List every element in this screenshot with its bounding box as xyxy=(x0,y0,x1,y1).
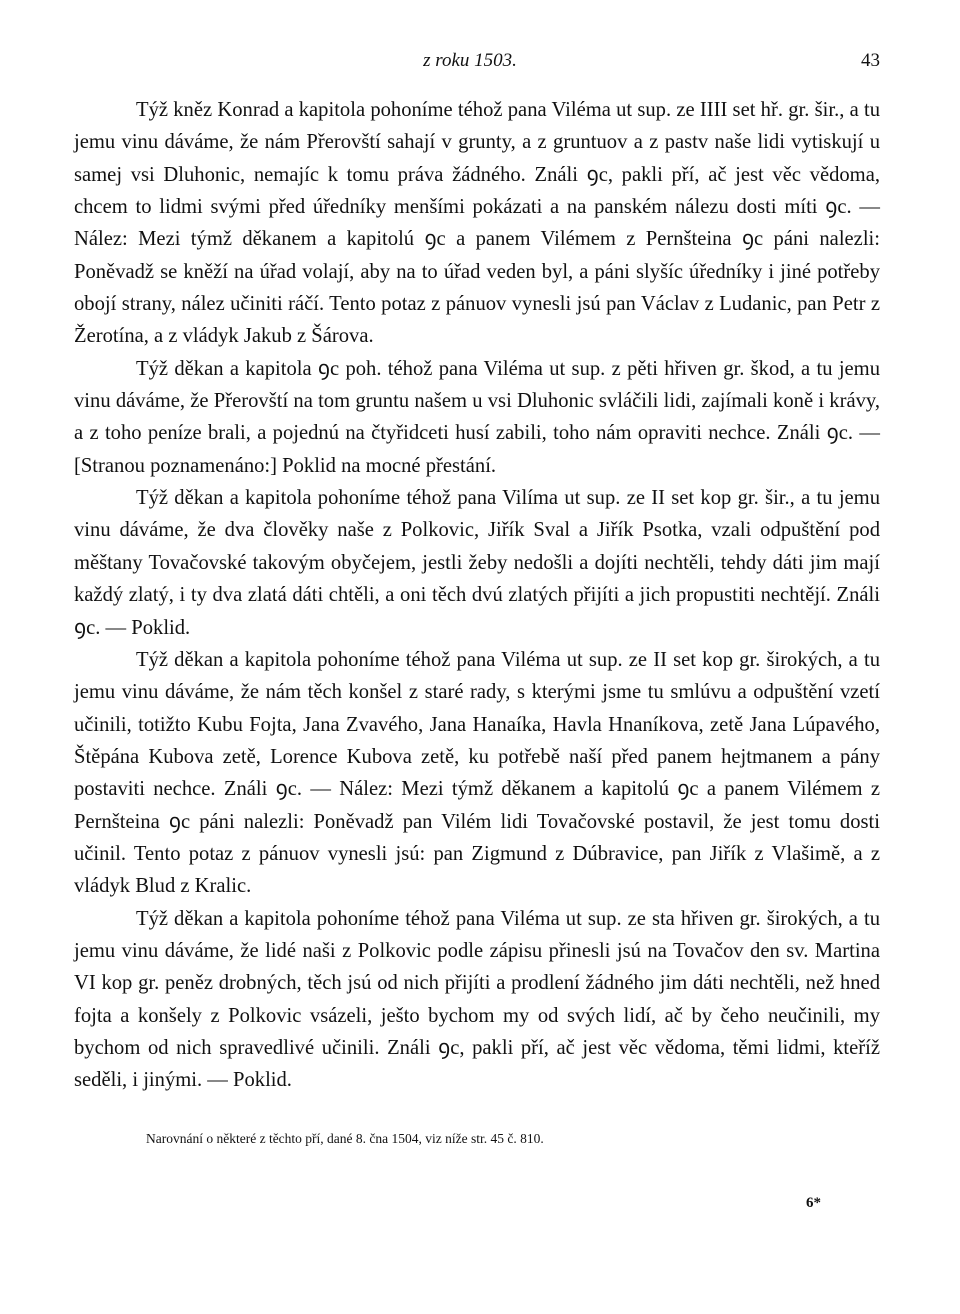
body-text xyxy=(74,94,880,1097)
signature-mark: 6* xyxy=(806,1195,821,1211)
footnote: Narovnání o některé z těchto pří, dané 8. čna 1504, viz níže str. 45 č. 810. xyxy=(146,1131,544,1146)
page-number: 43 xyxy=(861,50,880,71)
paragraph: Týž děkan a kapitola ꝯc poh. téhož pana Viléma ut sup. z pěti hřiven gr. škod, a tu jemu vinu dáváme, že Přerovští na tom gruntu našem u vsi Dluhonic svláčili lidi, zajímali koně i krávy, a z toho peníze brali, a pojednú na čtyřidceti husí zabili, toho nám opraviti nechce. Ználi ꝯc. — [Stranou poznamenáno:] Poklid na mocné přestání. xyxy=(74,357,880,477)
paragraph: Týž děkan a kapitola pohoníme téhož pana Vilíma ut sup. ze II set kop gr. šir., a tu jemu vinu dáváme, že dva člověky naše z Polkovic, Jiřík Sval a Jiřík Psotka, vzali odpuštění pod měštany Tovačovské takovým obyčejem, jestli žeby nedošli a dojíti nechtěli, tehdy dáti jim mají každý zlatý, i ty dva zlatá dáti chtěli, a oni těch dvú zlatých přijíti a jich propustiti nechtějí. Ználi ꝯc. — Poklid. xyxy=(74,487,880,639)
running-head xyxy=(60,50,880,78)
paragraph: Týž děkan a kapitola pohoníme téhož pana Viléma ut sup. ze II set kop gr. širokých, a tu jemu vinu dáváme, že nám těch konšel z staré rady, s kterými jsme tu smlúvu a odpuštění vzetí učinili, totižto Kubu Fojta, Jana Zvavého, Jana Hanaíka, Havla Hnaníkova, zetě Jana Lúpavého, Štěpána Kubova zetě, Lorence Kubova zetě, ku potřebě naší před panem hejtmanem a pány postaviti nechce. Ználi ꝯc. — Nález: Mezi týmž děkanem a kapitolú ꝯc a panem Vilémem z Pernšteina ꝯc páni nalezli: Poněvadž pan Vilém lidi Tovačovské postavil, že jest tomu dosti učinil. Tento potaz z pánuov vynesli jsú: pan Zigmund z Dúbravice, pan Jiřík z Vlašimě, a z vládyk Blud z Kralic. xyxy=(74,648,880,898)
running-title: z roku 1503. xyxy=(423,50,517,71)
paragraph: Týž děkan a kapitola pohoníme téhož pana Viléma ut sup. ze sta hřiven gr. širokých, a tu jemu vinu dáváme, že lidé naši z Polkovic podle zápisu přinesli jsú na Tovačov den sv. Martina VI kop gr. peněz drobných, těch jsú od nich přijíti a prodlení žádného jim dáti nechtěli, než hned fojta a konšely z Polkovic vsázeli, ješto bychom my od svých lidí, ač by čeho neučinili, my bychom od nich spravedlivé učinili. Ználi ꝯc, pakli pří, ač jest věc vědoma, těmi lidmi, kteříž seděli, i jinými. — Poklid. xyxy=(74,907,880,1092)
paragraph: Týž kněz Konrad a kapitola pohoníme téhož pana Viléma ut sup. ze IIII set hř. gr. šir., a tu jemu vinu dáváme, že nám Přerovští sahají v grunty, a z gruntuov a z pastv naše lidi vytiskují u samej vsi Dluhonic, nemajíc k tomu práva žádného. Ználi ꝯc, pakli pří, ač jest věc vědoma, chcem to lidmi svými před úředníky menšími pokázati a na panském nálezu dosti míti ꝯc. — Nález: Mezi týmž děkanem a kapitolú ꝯc a panem Vilémem z Pernšteina ꝯc páni nalezli: Poněvadž se kněží na úřad volají, aby na to úřad veden byl, a páni slyšíc úředníky i jiné potřeby obojí strany, nález učiniti ráčí. Tento potaz z pánuov vynesli jsú pan Václav z Ludanic, pan Petr z Žerotína, a z vládyk Jakub z Šárova. xyxy=(74,99,880,348)
